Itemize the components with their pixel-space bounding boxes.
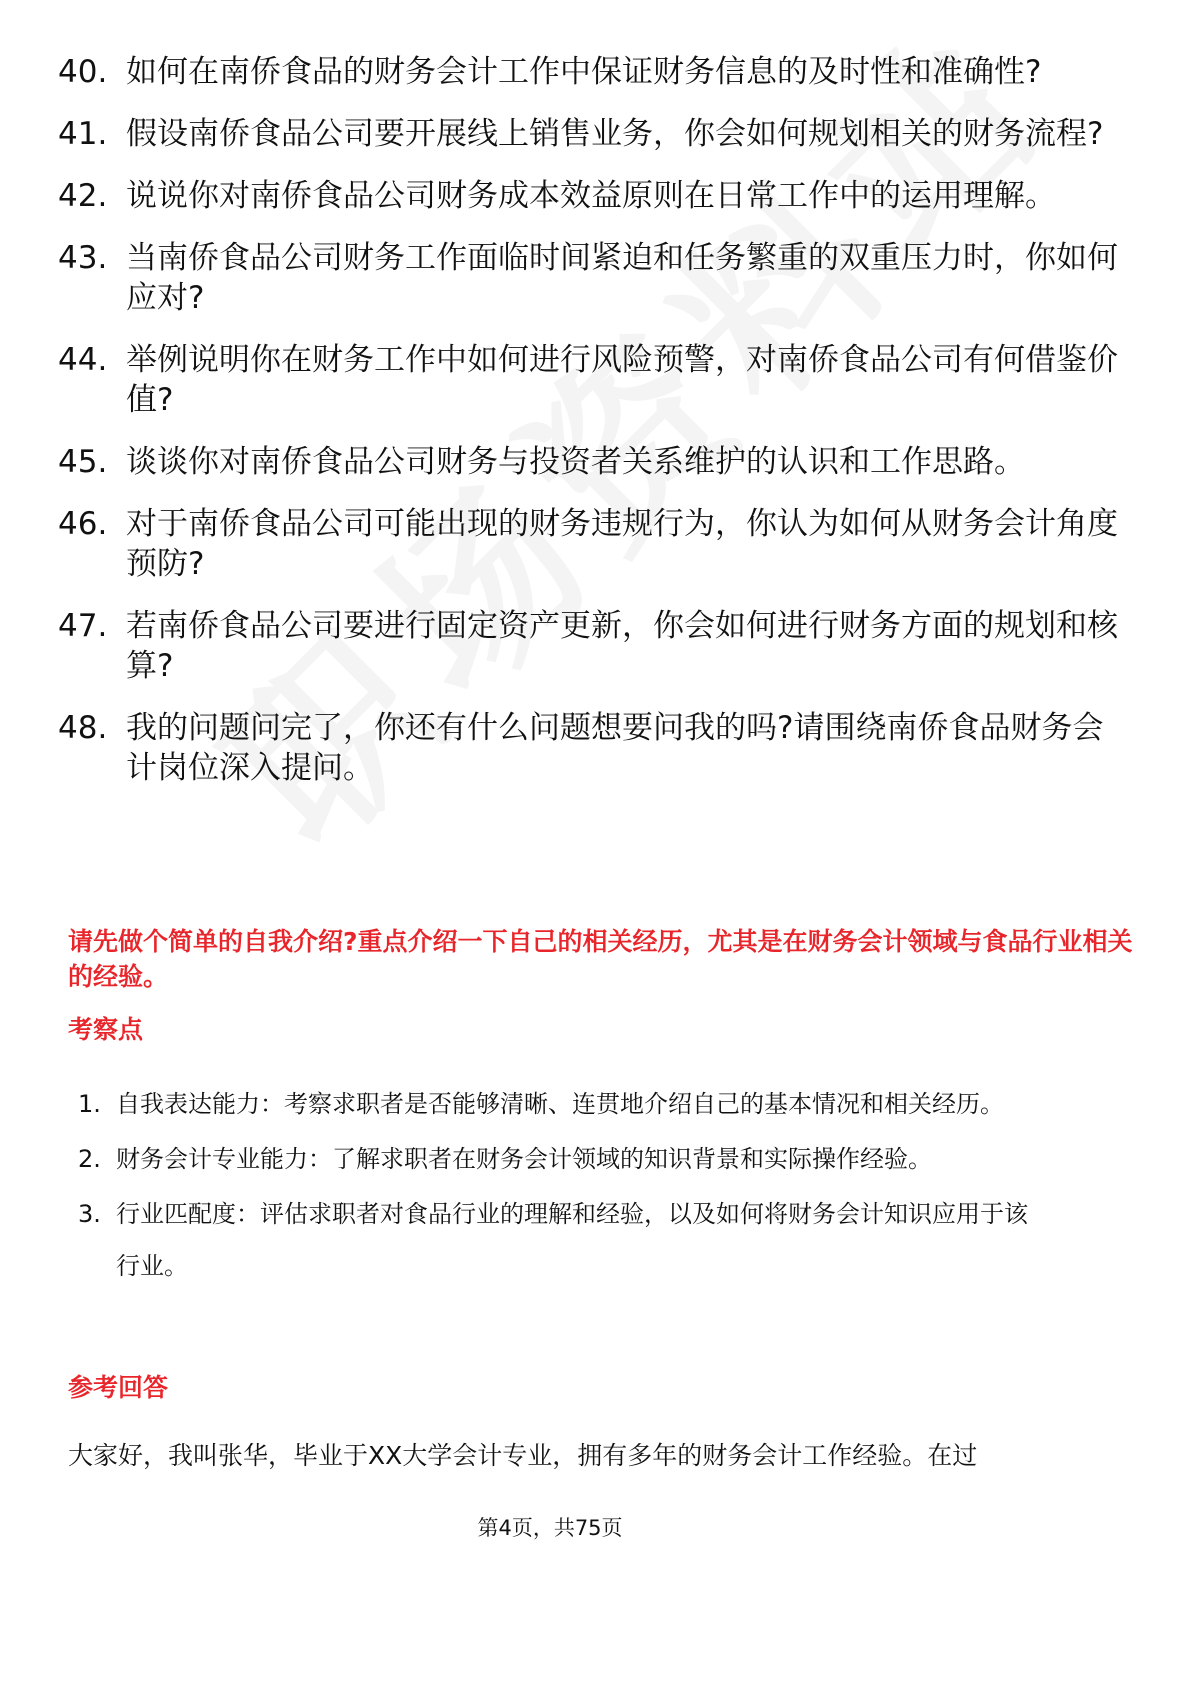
question-item (58, 340, 1133, 420)
page-footer: 第4页，共75页 (477, 1516, 623, 1540)
reference-answer: 大家好，我叫张华，毕业于XX大学会计专业，拥有多年的财务会计工作经验。在过 (68, 1441, 978, 1470)
question-text: 当南侨食品公司财务工作面临时间紧迫和任务繁重的双重压力时，你如何应对? (126, 240, 1118, 316)
reference-heading: 参考回答 (68, 1373, 169, 1402)
question-number: 41. (58, 116, 108, 152)
assessment-item (78, 1078, 1038, 1130)
question-text: 假设南侨食品公司要开展线上销售业务，你会如何规划相关的财务流程? (126, 116, 1104, 152)
section-title: 请先做个简单的自我介绍?重点介绍一下自己的相关经历，尤其是在财务会计领域与食品行业相关的经验。 (68, 927, 1133, 991)
assessment-list (78, 1078, 1038, 1295)
question-number: 42. (58, 178, 108, 214)
question-number: 40. (58, 54, 108, 90)
assessment-number: 1. (78, 1090, 101, 1118)
question-item (58, 708, 1133, 788)
question-text: 对于南侨食品公司可能出现的财务违规行为，你认为如何从财务会计角度预防? (126, 506, 1118, 582)
question-number: 43. (58, 240, 108, 276)
assessment-heading: 考察点 (68, 1015, 144, 1044)
question-item (58, 114, 1133, 154)
question-number: 45. (58, 444, 108, 480)
question-item (58, 442, 1133, 482)
assessment-text: 行业匹配度：评估求职者对食品行业的理解和经验，以及如何将财务会计知识应用于该行业。 (116, 1200, 1028, 1280)
question-text: 我的问题问完了，你还有什么问题想要问我的吗?请围绕南侨食品财务会计岗位深入提问。 (126, 710, 1104, 786)
question-item (58, 238, 1133, 318)
question-text: 谈谈你对南侨食品公司财务与投资者关系维护的认识和工作思路。 (126, 444, 1025, 480)
question-text: 若南侨食品公司要进行固定资产更新，你会如何进行财务方面的规划和核算? (126, 608, 1118, 684)
assessment-item (78, 1133, 1038, 1185)
assessment-text: 自我表达能力：考察求职者是否能够清晰、连贯地介绍自己的基本情况和相关经历。 (116, 1090, 1004, 1118)
assessment-text: 财务会计专业能力：了解求职者在财务会计领域的知识背景和实际操作经验。 (116, 1145, 932, 1173)
question-number: 47. (58, 608, 108, 644)
assessment-number: 2. (78, 1145, 101, 1173)
question-item (58, 52, 1133, 92)
question-number: 48. (58, 710, 108, 746)
question-item (58, 606, 1133, 686)
question-number: 44. (58, 342, 108, 378)
question-item (58, 504, 1133, 584)
assessment-item (78, 1188, 1038, 1292)
assessment-number: 3. (78, 1200, 101, 1228)
question-text: 如何在南侨食品的财务会计工作中保证财务信息的及时性和准确性? (126, 54, 1042, 90)
question-text: 说说你对南侨食品公司财务成本效益原则在日常工作中的运用理解。 (126, 178, 1056, 214)
question-text: 举例说明你在财务工作中如何进行风险预警，对南侨食品公司有何借鉴价值? (126, 342, 1118, 418)
question-number: 46. (58, 506, 108, 542)
question-list (58, 52, 1133, 810)
question-item (58, 176, 1133, 216)
